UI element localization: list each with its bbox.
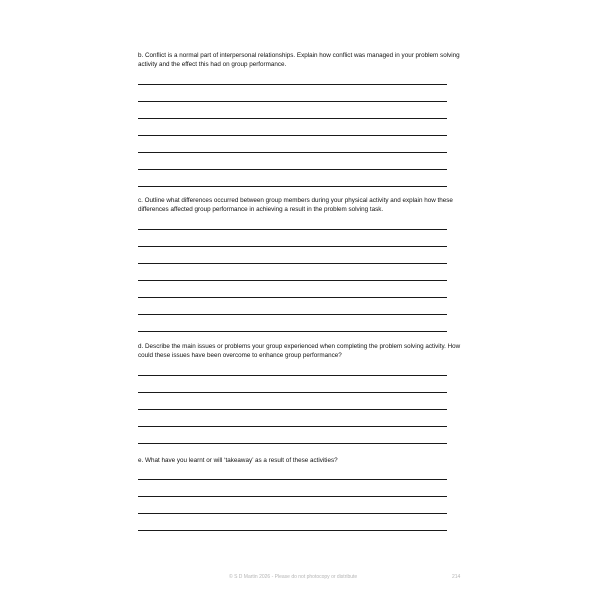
answer-line[interactable] xyxy=(138,331,447,332)
answer-line[interactable] xyxy=(138,101,447,102)
answer-line[interactable] xyxy=(138,530,447,531)
answer-line[interactable] xyxy=(138,152,447,153)
answer-line[interactable] xyxy=(138,263,447,264)
answer-line[interactable] xyxy=(138,118,447,119)
answer-line[interactable] xyxy=(138,297,447,298)
answer-line[interactable] xyxy=(138,314,447,315)
answer-line[interactable] xyxy=(138,496,447,497)
answer-line[interactable] xyxy=(138,246,447,247)
answer-line[interactable] xyxy=(138,229,447,230)
answer-line[interactable] xyxy=(138,280,447,281)
page-number: 214 xyxy=(452,574,461,580)
answer-line[interactable] xyxy=(138,84,447,85)
answer-line[interactable] xyxy=(138,375,447,376)
answer-line[interactable] xyxy=(138,169,447,170)
question-e: e. What have you learnt or will ‘takeaway’ as a result of these activities? xyxy=(138,457,338,464)
answer-line[interactable] xyxy=(138,479,447,480)
answer-line[interactable] xyxy=(138,426,447,427)
question-b: b. Conflict is a normal part of interpersonal relationships. Explain how conflict was managed in your problem solving activity and the effect this had on group performance. xyxy=(138,52,460,68)
answer-line[interactable] xyxy=(138,186,447,187)
question-c: c. Outline what differences occurred between group members during your physical activity and explain how these differences affected group performance in achieving a result in the problem solving task. xyxy=(138,197,453,213)
answer-line[interactable] xyxy=(138,443,447,444)
question-d: d. Describe the main issues or problems your group experienced when completing the problem solving activity. How could these issues have been overcome to enhance group performance? xyxy=(138,343,461,359)
answer-line[interactable] xyxy=(138,409,447,410)
answer-line[interactable] xyxy=(138,392,447,393)
answer-line[interactable] xyxy=(138,135,447,136)
answer-line[interactable] xyxy=(138,513,447,514)
footer-copyright: © S D Martin 2026 - Please do not photocopy or distribute xyxy=(229,574,358,580)
